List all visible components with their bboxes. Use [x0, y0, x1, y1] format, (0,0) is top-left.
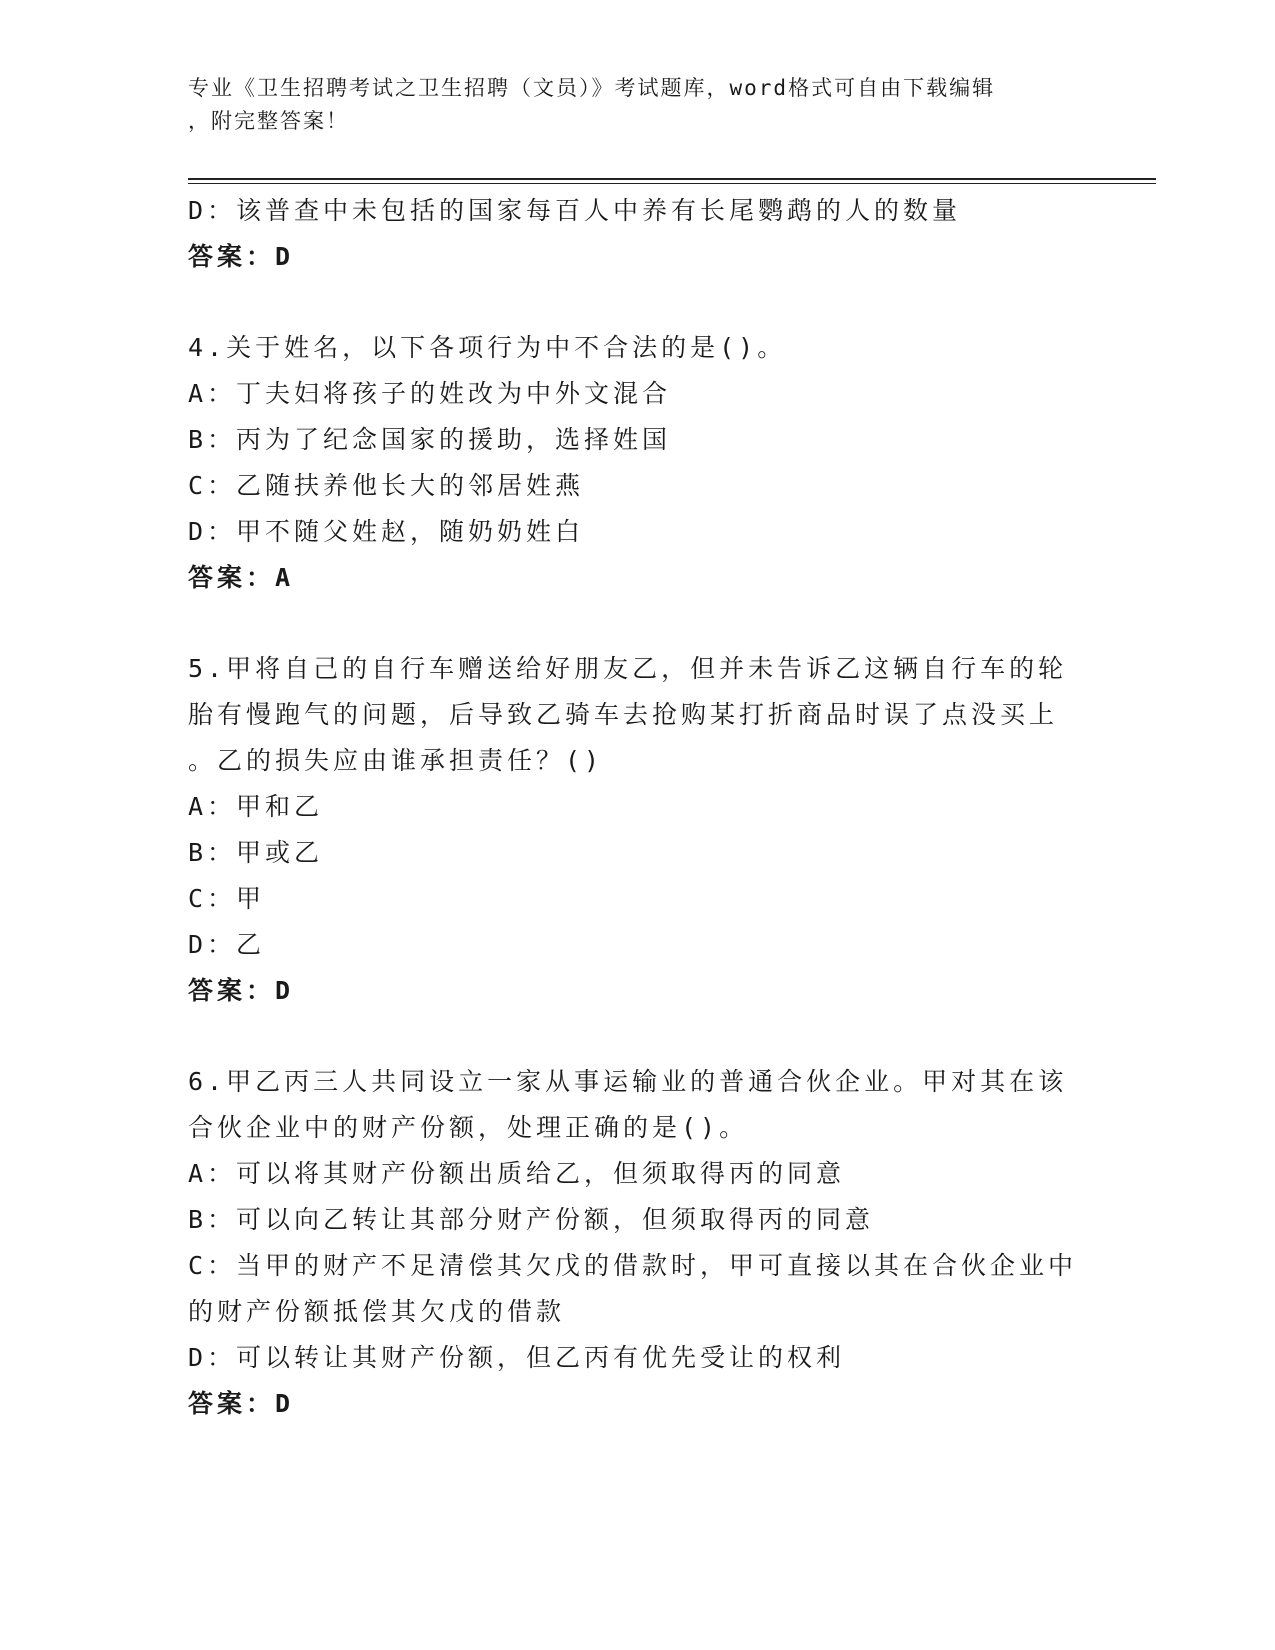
answer-line: 答案：D — [188, 242, 295, 271]
question-list — [188, 188, 1088, 1427]
question-stem: 。乙的损失应由谁承担责任？() — [188, 746, 604, 775]
question-stem: 合伙企业中的财产份额，处理正确的是()。 — [188, 1113, 749, 1142]
option-c: C：甲 — [188, 884, 266, 913]
option-a: A：丁夫妇将孩子的姓改为中外文混合 — [188, 379, 672, 408]
option-c: C：当甲的财产不足清偿其欠戊的借款时，甲可直接以其在合伙企业中 — [188, 1251, 1078, 1280]
header-rule-thick — [188, 178, 1156, 180]
document-header — [188, 72, 1068, 138]
option-b: B：丙为了纪念国家的援助，选择姓国 — [188, 425, 672, 454]
option-d: D：甲不随父姓赵，随奶奶姓白 — [188, 517, 585, 546]
partial-question — [188, 188, 1088, 280]
option-a: A：可以将其财产份额出质给乙，但须取得丙的同意 — [188, 1159, 846, 1188]
header-rule-thin — [188, 183, 1156, 184]
option-b: B：甲或乙 — [188, 838, 324, 867]
header-line-1: 专业《卫生招聘考试之卫生招聘（文员）》考试题库，word格式可自由下载编辑 — [188, 76, 996, 100]
question-5 — [188, 646, 1088, 1014]
option-d: D：乙 — [188, 930, 266, 959]
answer-line: 答案：D — [188, 976, 295, 1005]
answer-line: 答案：D — [188, 1389, 295, 1418]
question-stem: 胎有慢跑气的问题，后导致乙骑车去抢购某打折商品时误了点没买上 — [188, 700, 1059, 729]
option-c: C：乙随扶养他长大的邻居姓燕 — [188, 471, 585, 500]
question-stem: 5.甲将自己的自行车赠送给好朋友乙，但并未告诉乙这辆自行车的轮 — [188, 654, 1068, 683]
option-d: D：可以转让其财产份额，但乙丙有优先受让的权利 — [188, 1343, 846, 1372]
option-d: D：该普查中未包括的国家每百人中养有长尾鹦鹉的人的数量 — [188, 196, 962, 225]
option-a: A：甲和乙 — [188, 792, 324, 821]
question-4 — [188, 325, 1088, 601]
question-6 — [188, 1059, 1088, 1427]
question-stem: 4.关于姓名，以下各项行为中不合法的是()。 — [188, 333, 787, 362]
option-b: B：可以向乙转让其部分财产份额，但须取得丙的同意 — [188, 1205, 875, 1234]
answer-line: 答案：A — [188, 563, 295, 592]
header-line-2: ，附完整答案！ — [188, 109, 349, 133]
option-c-continued: 的财产份额抵偿其欠戊的借款 — [188, 1297, 566, 1326]
question-stem: 6.甲乙丙三人共同设立一家从事运输业的普通合伙企业。甲对其在该 — [188, 1067, 1068, 1096]
